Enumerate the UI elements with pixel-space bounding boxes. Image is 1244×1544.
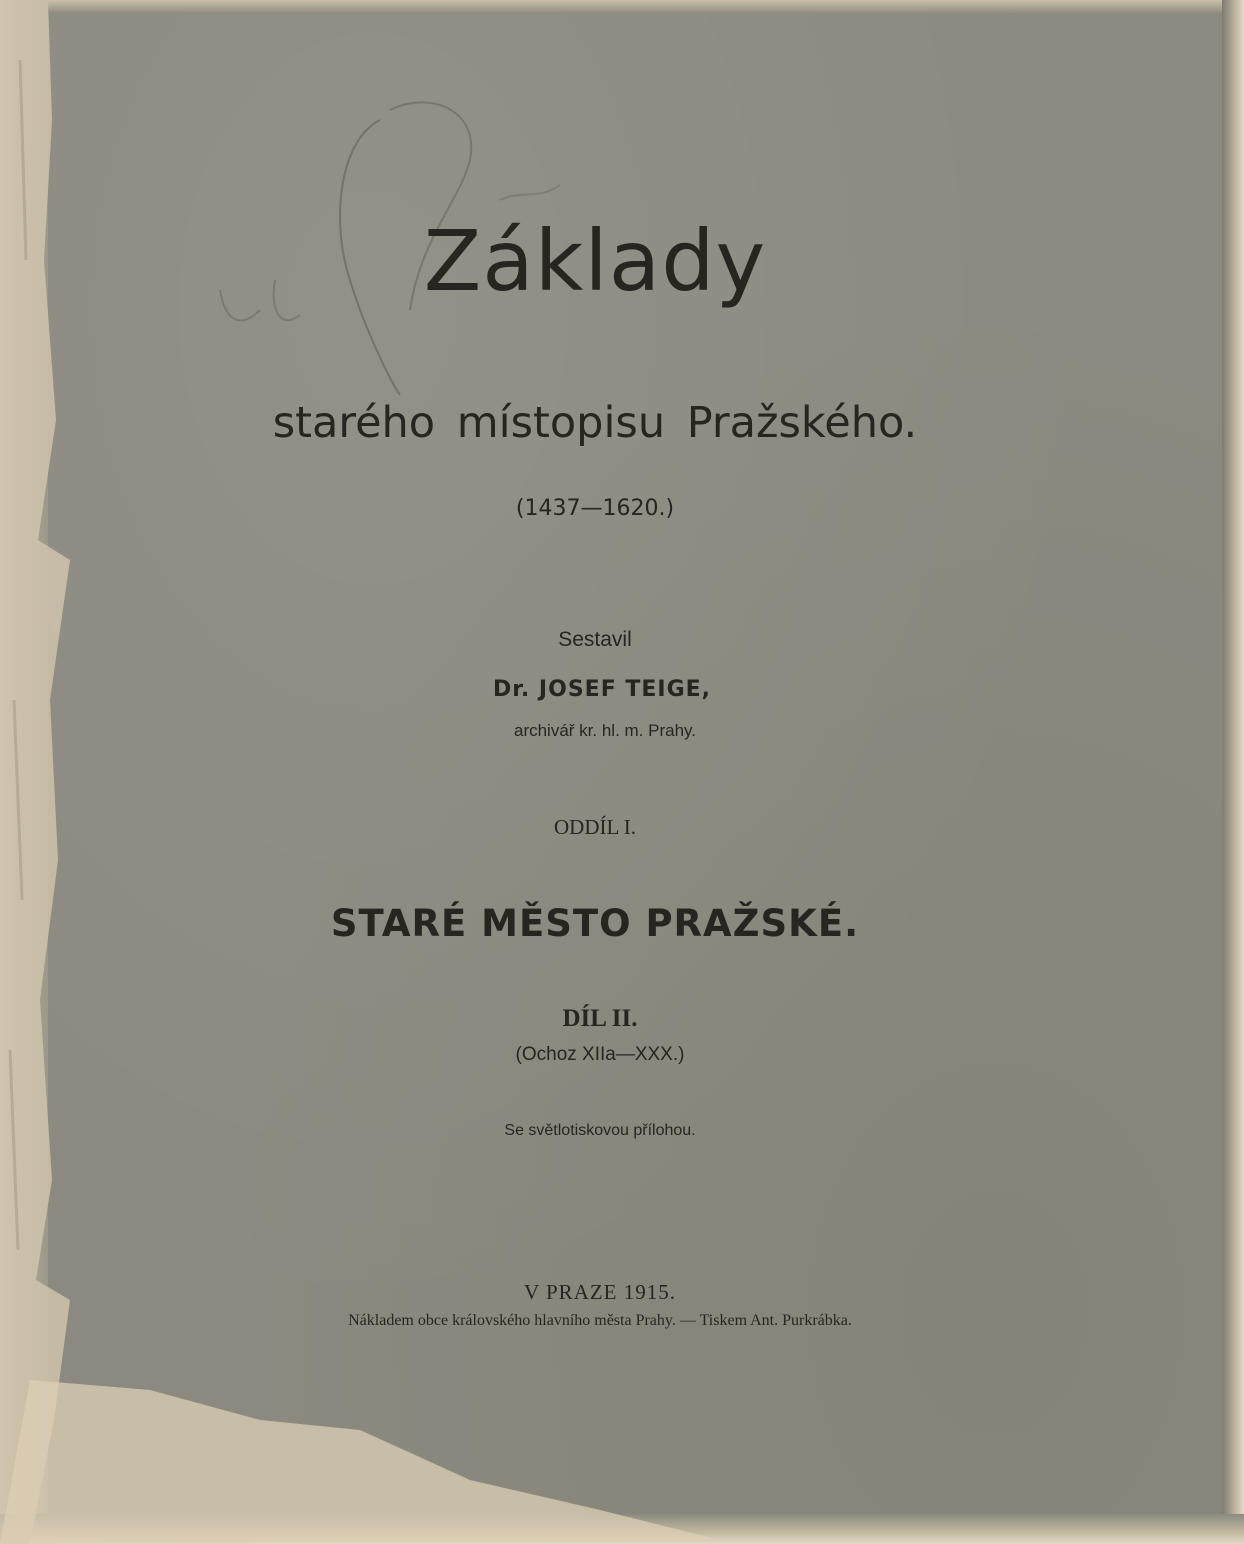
compiled-by-label: Sestavil <box>558 628 632 651</box>
section-title: STARÉ MĚSTO PRAŽSKÉ. <box>330 902 860 945</box>
supplement-note: Se světlotiskovou přílohou. <box>504 1122 696 1139</box>
author-name: Dr. JOSEF TEIGE, <box>492 677 712 702</box>
place-and-year: V PRAZE 1915. <box>523 1280 677 1304</box>
author-role: archivář kr. hl. m. Prahy. <box>513 721 696 740</box>
book-title: Základy <box>423 212 767 310</box>
year-range: (1437—1620.) <box>515 496 675 521</box>
section-label: ODDÍL I. <box>553 815 637 839</box>
part-range: (Ochoz XIIa—XXX.) <box>515 1044 685 1065</box>
bottom-worn-edge <box>0 1514 1244 1544</box>
book-subtitle: starého místopisu Pražského. <box>272 398 918 448</box>
publisher-line: Nákladem obce královského hlavního města Prahy. — Tiskem Ant. Purkrábka. <box>348 1312 852 1329</box>
right-worn-edge <box>1222 0 1244 1544</box>
part-label: DÍL II. <box>562 1005 638 1032</box>
top-worn-edge <box>0 0 1244 14</box>
